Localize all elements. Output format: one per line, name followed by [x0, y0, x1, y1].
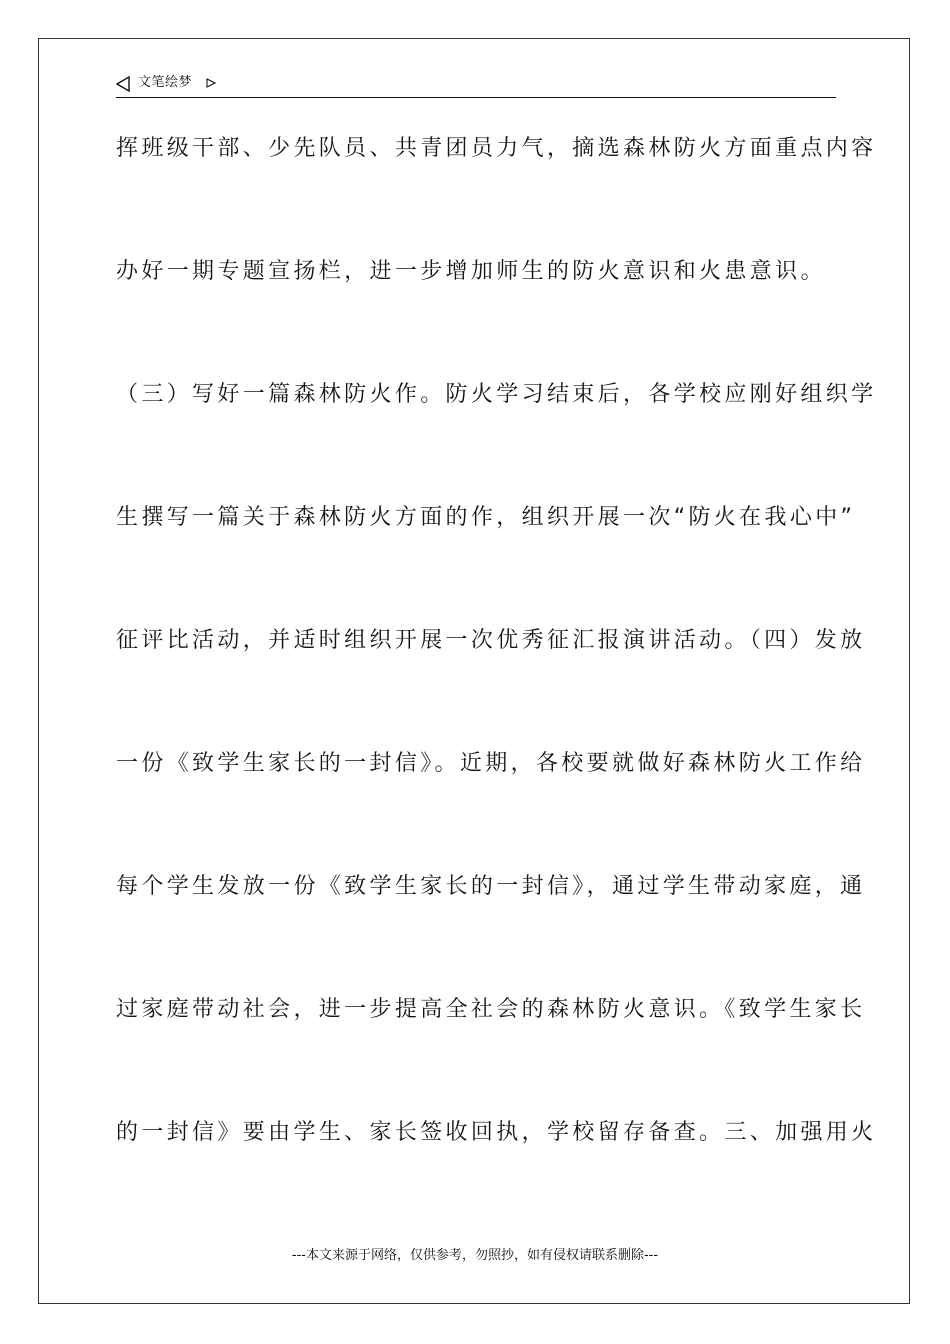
page-header: [116, 72, 836, 98]
footer-disclaimer: ---本文来源于网络，仅供参考，勿照抄，如有侵权请联系删除---: [291, 1248, 659, 1263]
body-line: 生撰写一篇关于森林防火方面的作，组织开展一次“防火在我心中”: [116, 505, 856, 530]
body-line: 一份《致学生家长的一封信》。近期，各校要就做好森林防火工作给: [116, 751, 866, 776]
body-line: 征评比活动，并适时组织开展一次优秀征汇报演讲活动。（四）发放: [116, 628, 866, 653]
page-border: [38, 38, 910, 1304]
body-line: 的一封信》要由学生、家长签收回执，学校留存备查。三、加强用火: [116, 1120, 877, 1145]
triangle-right-outline-icon: [206, 78, 216, 88]
body-line: 过家庭带动社会，进一步提高全社会的森林防火意识。《致学生家长: [116, 997, 866, 1022]
body-line: （三）写好一篇森林防火作。防火学习结束后，各学校应刚好组织学: [116, 382, 877, 407]
triangle-left-outline-icon: [116, 76, 130, 92]
body-line: 每个学生发放一份《致学生家长的一封信》，通过学生带动家庭，通: [116, 874, 866, 899]
body-line: 挥班级干部、少先队员、共青团员力气，摘选森林防火方面重点内容: [116, 136, 877, 161]
body-line: 办好一期专题宣扬栏，进一步增加师生的防火意识和火患意识。: [116, 259, 826, 284]
header-title: 文笔绘梦: [138, 75, 193, 90]
